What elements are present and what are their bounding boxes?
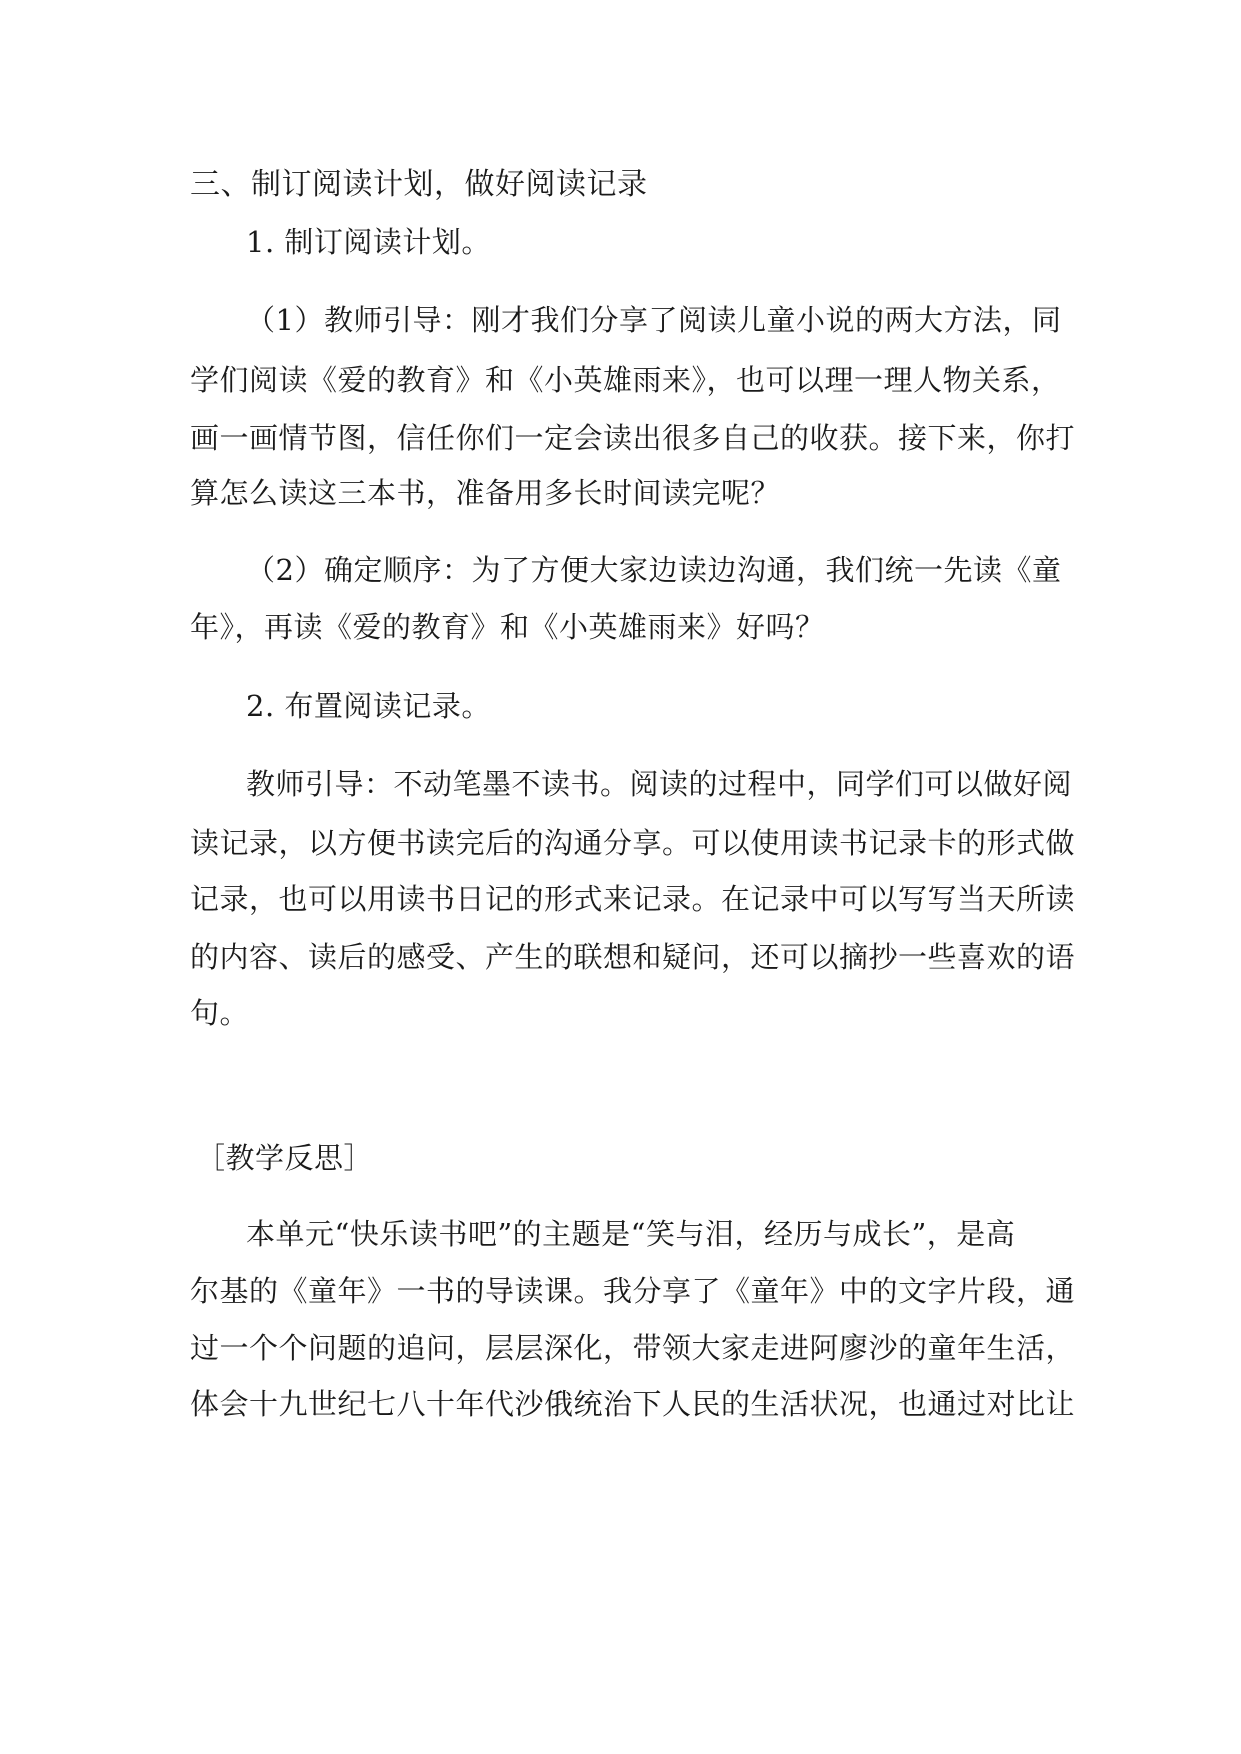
item1-para1-line3: 画一画情节图，信任你们一定会读出很多自己的收获。接下来，你打 [190, 421, 1076, 455]
item2-para-line5: 句。 [190, 996, 250, 1030]
item1-para1-line4: 算怎么读这三本书，准备用多长时间读完呢？ [190, 476, 781, 510]
item2-para-line1: 教师引导：不动笔墨不读书。阅读的过程中，同学们可以做好阅 [246, 767, 1073, 801]
item1-title: 1. 制订阅读计划。 [246, 225, 491, 259]
item1-para2-line2: 年》，再读《爱的教育》和《小英雄雨来》好吗？ [190, 610, 825, 644]
item1-para2-line1: （2）确定顺序：为了方便大家边读边沟通，我们统一先读《童 [246, 553, 1062, 587]
reflection-title: ［教学反思］ [196, 1141, 374, 1175]
reflection-para-line2: 尔基的《童年》一书的导读课。我分享了《童年》中的文字片段，通 [190, 1274, 1076, 1308]
item1-para1-line2: 学们阅读《爱的教育》和《小英雄雨来》，也可以理一理人物关系， [190, 363, 1061, 397]
item2-para-line3: 记录，也可以用读书日记的形式来记录。在记录中可以写写当天所读 [190, 882, 1076, 916]
item2-title: 2. 布置阅读记录。 [246, 689, 491, 723]
item1-para1-line1: （1）教师引导：刚才我们分享了阅读儿童小说的两大方法，同 [246, 303, 1062, 337]
reflection-para-line3: 过一个个问题的追问，层层深化，带领大家走进阿廖沙的童年生活， [190, 1331, 1076, 1365]
item2-para-line4: 的内容、读后的感受、产生的联想和疑问，还可以摘抄一些喜欢的语 [190, 940, 1076, 974]
item2-para-line2: 读记录，以方便书读完后的沟通分享。可以使用读书记录卡的形式做 [190, 826, 1076, 860]
section-heading: 三、制订阅读计划，做好阅读记录 [190, 167, 648, 202]
reflection-para-line4: 体会十九世纪七八十年代沙俄统治下人民的生活状况，也通过对比让 [190, 1387, 1076, 1421]
reflection-para-line1: 本单元“快乐读书吧”的主题是“笑与泪，经历与成长”，是高 [246, 1217, 1016, 1251]
